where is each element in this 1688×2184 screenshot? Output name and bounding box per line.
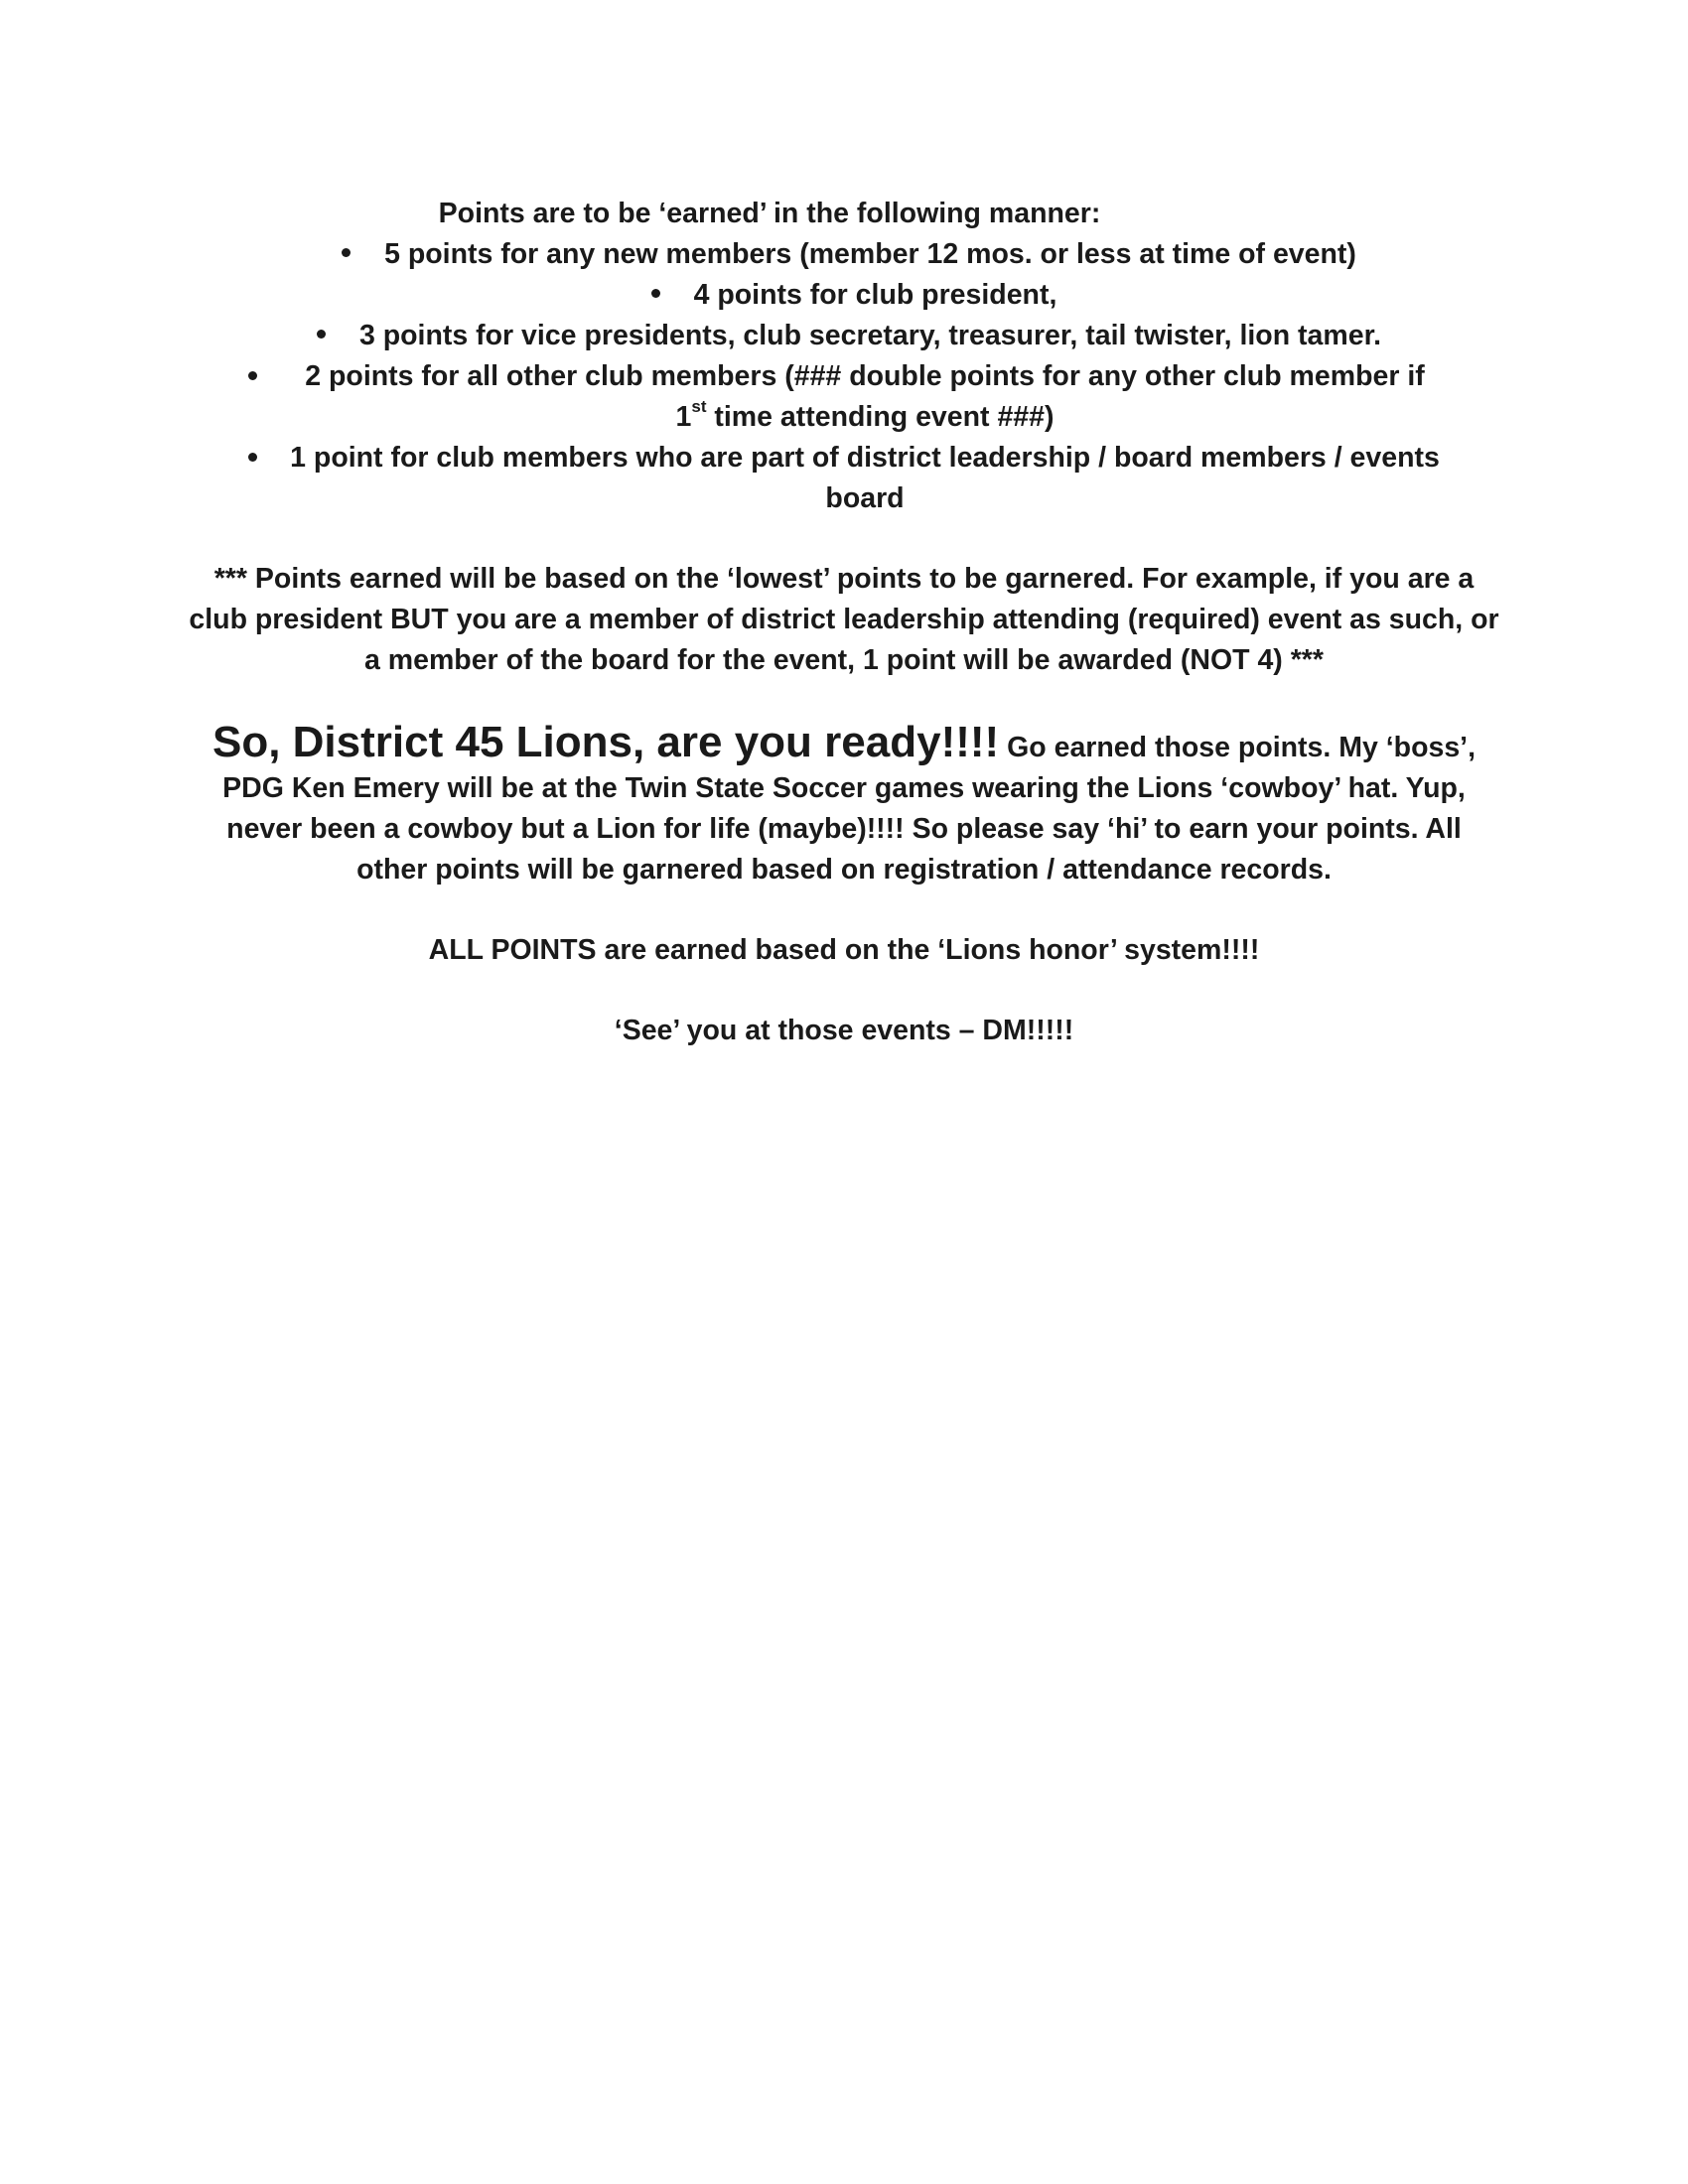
honor-line: ALL POINTS are earned based on the ‘Lions honor’ system!!!! (428, 934, 1260, 966)
points-note: *** Points earned will be based on the ‘lowest’ points to be garnered. For example, if you are a club president BUT you are a member of district leadership attending (required) event as such, or a member of the board for the event, 1 point will be awarded (NOT 4) *** (189, 563, 1499, 676)
signoff-line: ‘See’ you at those events – DM!!!!! (614, 1015, 1074, 1046)
bullet-icon (342, 248, 351, 257)
list-item (189, 316, 1499, 356)
list-item-text: 5 points for any new members (member 12 mos. or less at time of event) (384, 238, 1356, 270)
list-item-text (248, 356, 1440, 438)
closing-headline: So, District 45 Lions, are you ready!!!! (211, 718, 1000, 766)
bullet-icon (651, 289, 660, 298)
list-item-text-start: 2 points for all other club members (### double points for any other club member if 1 (305, 360, 1425, 433)
ordinal-suffix: st (691, 396, 707, 416)
closing-body: Go earned those points. My ‘boss’, PDG Ken Emery will be at the Twin State Soccer games wearing the Lions ‘cowboy’ hat. Yup, never been a cowboy but a Lion for life (maybe)!!!! So please say ‘hi’ to earn your points. All other points will be garnered based on registration / attendance records. (222, 732, 1477, 886)
list-item (189, 275, 1499, 316)
list-item-text: 1 point for club members who are part of district leadership / board members / events board (290, 442, 1440, 514)
document-page (189, 194, 1499, 1051)
points-list (189, 234, 1499, 519)
list-item-text-end: time attending event ###) (706, 401, 1055, 433)
list-item-text: 4 points for club president, (693, 279, 1057, 311)
bullet-icon (317, 330, 326, 339)
closing-paragraph (189, 718, 1499, 890)
list-item (189, 356, 1499, 438)
intro-line: Points are to be ‘earned’ in the following manner: (438, 198, 1101, 229)
bullet-icon (248, 453, 257, 462)
list-item (189, 438, 1499, 519)
bullet-icon (248, 371, 257, 380)
list-item (189, 234, 1499, 275)
list-item-text: 3 points for vice presidents, club secretary, treasurer, tail twister, lion tamer. (358, 320, 1382, 351)
